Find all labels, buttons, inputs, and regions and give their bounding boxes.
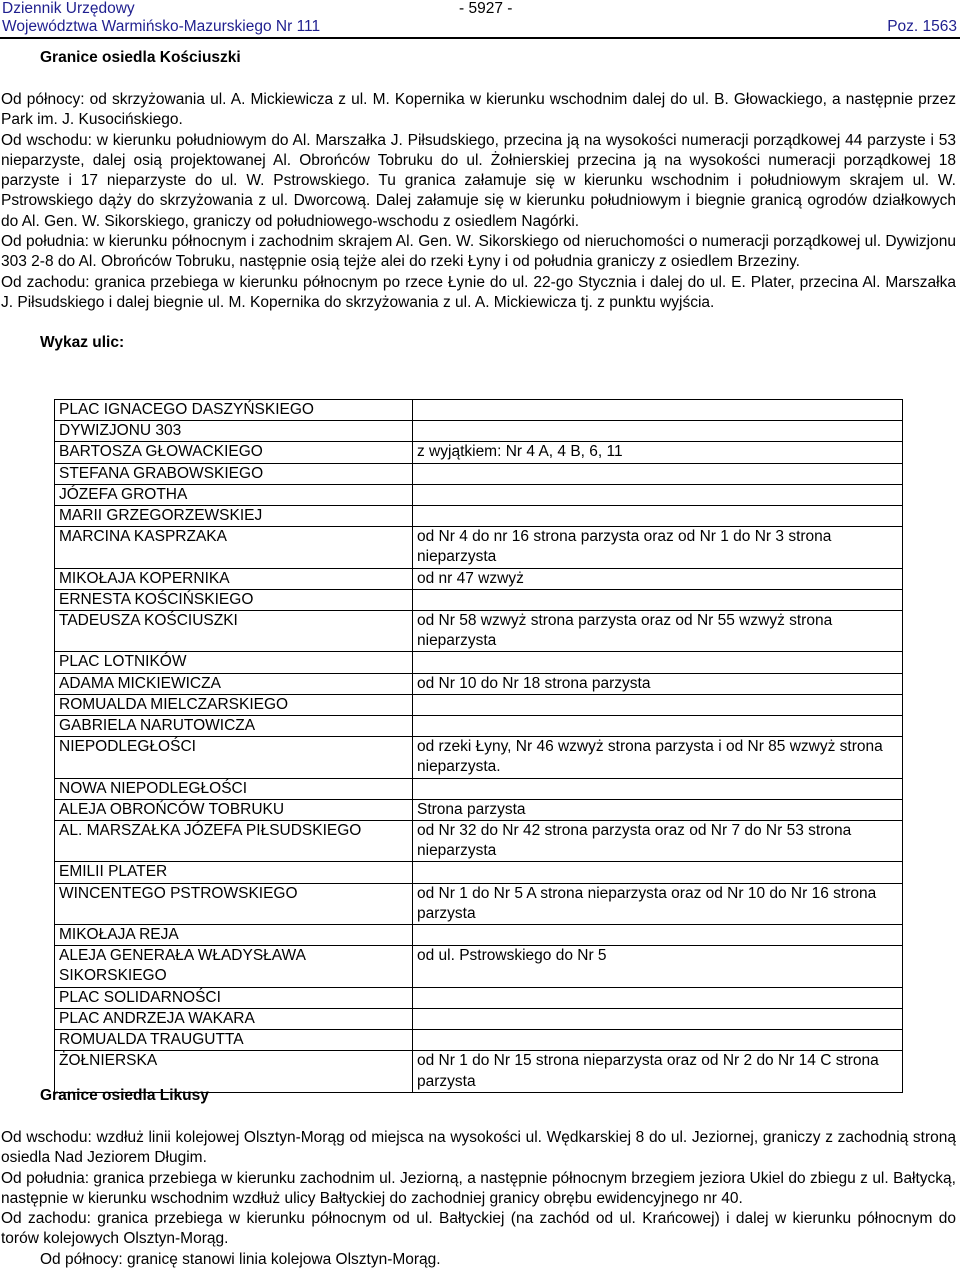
street-note: od Nr 32 do Nr 42 strona parzysta oraz od Nr 7 do Nr 53 strona nieparzysta xyxy=(413,821,903,862)
header-divider xyxy=(0,37,960,39)
street-note xyxy=(413,421,903,442)
street-note xyxy=(413,652,903,673)
table-row xyxy=(55,883,903,924)
street-note xyxy=(413,862,903,883)
likusy-boundary-east: Od wschodu: wzdłuż linii kolejowej Olsztyn-Morąg od miejsca na wysokości ul. Wędkarskiej 8 do ul. Jeziornej, graniczy z zachodnią stroną osiedla Nad Jeziorem Długim. xyxy=(1,1129,956,1167)
document-body xyxy=(1,48,956,353)
table-row xyxy=(55,1030,903,1051)
likusy-boundary-north: Od północy: granicę stanowi linia kolejowa Olsztyn-Morąg. xyxy=(40,1250,441,1268)
street-note xyxy=(413,463,903,484)
table-row xyxy=(55,694,903,715)
street-name: ADAMA MICKIEWICZA xyxy=(55,673,413,694)
street-note: od Nr 10 do Nr 18 strona parzysta xyxy=(413,673,903,694)
boundary-south: Od południa: w kierunku północnym i zachodnim skrajem Al. Gen. W. Sikorskiego od nieruchomości o numeracji porządkowej ul. Dywizjonu 303 2-8 do Al. Obrońców Tobruku, następnie osią tejże alei do rzeki Łyny i od południa graniczy z osiedlem Brzeziny. xyxy=(1,233,956,271)
street-name: DYWIZJONU 303 xyxy=(55,421,413,442)
position-number: Poz. 1563 xyxy=(887,18,957,35)
street-name: PLAC SOLIDARNOŚCI xyxy=(55,987,413,1008)
table-row xyxy=(55,484,903,505)
street-name: JÓZEFA GROTHA xyxy=(55,484,413,505)
street-name: MIKOŁAJA KOPERNIKA xyxy=(55,568,413,589)
table-row xyxy=(55,925,903,946)
street-name: ROMUALDA MIELCZARSKIEGO xyxy=(55,694,413,715)
street-name: EMILII PLATER xyxy=(55,862,413,883)
table-row xyxy=(55,568,903,589)
streets-heading: Wykaz ulic: xyxy=(40,334,125,352)
street-name: MIKOŁAJA REJA xyxy=(55,925,413,946)
table-row xyxy=(55,611,903,652)
table-row xyxy=(55,987,903,1008)
table-row xyxy=(55,652,903,673)
table-row xyxy=(55,463,903,484)
street-name: NOWA NIEPODLEGŁOŚCI xyxy=(55,778,413,799)
table-row xyxy=(55,527,903,568)
section-title-likusy: Granice osiedla Likusy xyxy=(40,1087,209,1104)
street-note xyxy=(413,1008,903,1029)
street-name: PLAC LOTNIKÓW xyxy=(55,652,413,673)
street-note xyxy=(413,716,903,737)
streets-table xyxy=(54,399,903,1093)
street-name: ŻOŁNIERSKA xyxy=(55,1051,413,1092)
street-note: od nr 47 wzwyż xyxy=(413,568,903,589)
street-note: od rzeki Łyny, Nr 46 wzwyż strona parzysta i od Nr 85 wzwyż strona nieparzysta. xyxy=(413,737,903,778)
street-name: PLAC IGNACEGO DASZYŃSKIEGO xyxy=(55,400,413,421)
street-note: od Nr 1 do Nr 5 A strona nieparzysta oraz od Nr 10 do Nr 16 strona parzysta xyxy=(413,883,903,924)
street-note: od Nr 58 wzwyż strona parzysta oraz od Nr 55 wzwyż strona nieparzysta xyxy=(413,611,903,652)
table-row xyxy=(55,400,903,421)
likusy-boundary-south: Od południa: granica przebiega w kierunku zachodnim ul. Jeziorną, a następnie północnym brzegiem jeziora Ukiel do zbiegu z ul. Bałtycką, następnie w kierunku wschodnim wzdłuż ulicy Bałtyckiej do zachodniej granicy obrębu ewidencyjnego nr 40. xyxy=(1,1169,956,1207)
street-note: Strona parzysta xyxy=(413,799,903,820)
street-name: STEFANA GRABOWSKIEGO xyxy=(55,463,413,484)
street-note xyxy=(413,987,903,1008)
journal-title: Dziennik Urzędowy xyxy=(2,0,135,17)
street-note: od Nr 4 do nr 16 strona parzysta oraz od Nr 1 do Nr 3 strona nieparzysta xyxy=(413,527,903,568)
street-note xyxy=(413,778,903,799)
street-name: WINCENTEGO PSTROWSKIEGO xyxy=(55,883,413,924)
street-name: MARII GRZEGORZEWSKIEJ xyxy=(55,506,413,527)
street-name: NIEPODLEGŁOŚCI xyxy=(55,737,413,778)
street-name: ROMUALDA TRAUGUTTA xyxy=(55,1030,413,1051)
street-note: od Nr 1 do Nr 15 strona nieparzysta oraz od Nr 2 do Nr 14 C strona parzysta xyxy=(413,1051,903,1092)
table-row xyxy=(55,862,903,883)
street-note: z wyjątkiem: Nr 4 A, 4 B, 6, 11 xyxy=(413,442,903,463)
street-note xyxy=(413,484,903,505)
table-row xyxy=(55,946,903,987)
table-row xyxy=(55,778,903,799)
street-name: AL. MARSZAŁKA JÓZEFA PIŁSUDSKIEGO xyxy=(55,821,413,862)
table-row xyxy=(55,506,903,527)
street-name: TADEUSZA KOŚCIUSZKI xyxy=(55,611,413,652)
street-note xyxy=(413,925,903,946)
table-row xyxy=(55,799,903,820)
document-body-likusy xyxy=(1,1086,956,1270)
street-note xyxy=(413,1030,903,1051)
boundary-north: Od północy: od skrzyżowania ul. A. Mickiewicza z ul. M. Kopernika w kierunku wschodnim dalej do ul. B. Głowackiego, a następnie przez Park im. J. Kusocińskiego. xyxy=(1,91,956,129)
section-title-kosciuszki: Granice osiedla Kościuszki xyxy=(40,49,241,66)
street-note xyxy=(413,589,903,610)
street-name: ERNESTA KOŚCIŃSKIEGO xyxy=(55,589,413,610)
street-name: ALEJA GENERAŁA WŁADYSŁAWA SIKORSKIEGO xyxy=(55,946,413,987)
street-name: BARTOSZA GŁOWACKIEGO xyxy=(55,442,413,463)
table-row xyxy=(55,821,903,862)
street-name: GABRIELA NARUTOWICZA xyxy=(55,716,413,737)
table-row xyxy=(55,442,903,463)
page-number: - 5927 - xyxy=(459,0,513,17)
street-note xyxy=(413,506,903,527)
journal-issue: Województwa Warmińsko-Mazurskiego Nr 111 xyxy=(2,18,321,35)
street-name: ALEJA OBROŃCÓW TOBRUKU xyxy=(55,799,413,820)
boundary-west: Od zachodu: granica przebiega w kierunku północnym po rzece Łynie do ul. 22-go Stycznia i dalej do ul. E. Plater, przecina Al. Marszałka J. Piłsudskiego i dalej biegnie ul. M. Kopernika do skrzyżowania z ul. A. Mickiewicza tj. z punktu wyjścia. xyxy=(1,273,956,311)
boundary-east: Od wschodu: w kierunku południowym do Al. Marszałka J. Piłsudskiego, przecina ją na wysokości numeracji porządkowej 44 parzyste i 53 nieparzyste, dalej osią projektowanej Al. Obrońców Tobruku do ul. Żołnierskiej przecina ją na wysokości numeracji porządkowej 18 parzyste i 17 nieparzyste do ul. W. Pstrowskiego. Tu granica załamuje się w kierunku wschodnim i południowym skrajem ul. W. Pstrowskiego dąży do skrzyżowania z ul. Dworcową. Dalej załamuje się w kierunku południowym i biegnie granicą ogrodów działkowych do Al. Gen. W. Sikorskiego, graniczy od południowego-wschodu z osiedlem Nagórki. xyxy=(1,131,956,230)
street-name: PLAC ANDRZEJA WAKARA xyxy=(55,1008,413,1029)
table-row xyxy=(55,737,903,778)
table-row xyxy=(55,589,903,610)
table-row xyxy=(55,673,903,694)
table-row xyxy=(55,716,903,737)
street-note: od ul. Pstrowskiego do Nr 5 xyxy=(413,946,903,987)
street-note xyxy=(413,694,903,715)
likusy-boundary-west: Od zachodu: granica przebiega w kierunku północnym od ul. Bałtyckiej (na zachód od ul. Krańcowej) i dalej w kierunku północnym do torów kolejowych Olsztyn-Morąg. xyxy=(1,1210,956,1248)
street-note xyxy=(413,400,903,421)
table-row xyxy=(55,1008,903,1029)
street-name: MARCINA KASPRZAKA xyxy=(55,527,413,568)
table-row xyxy=(55,421,903,442)
